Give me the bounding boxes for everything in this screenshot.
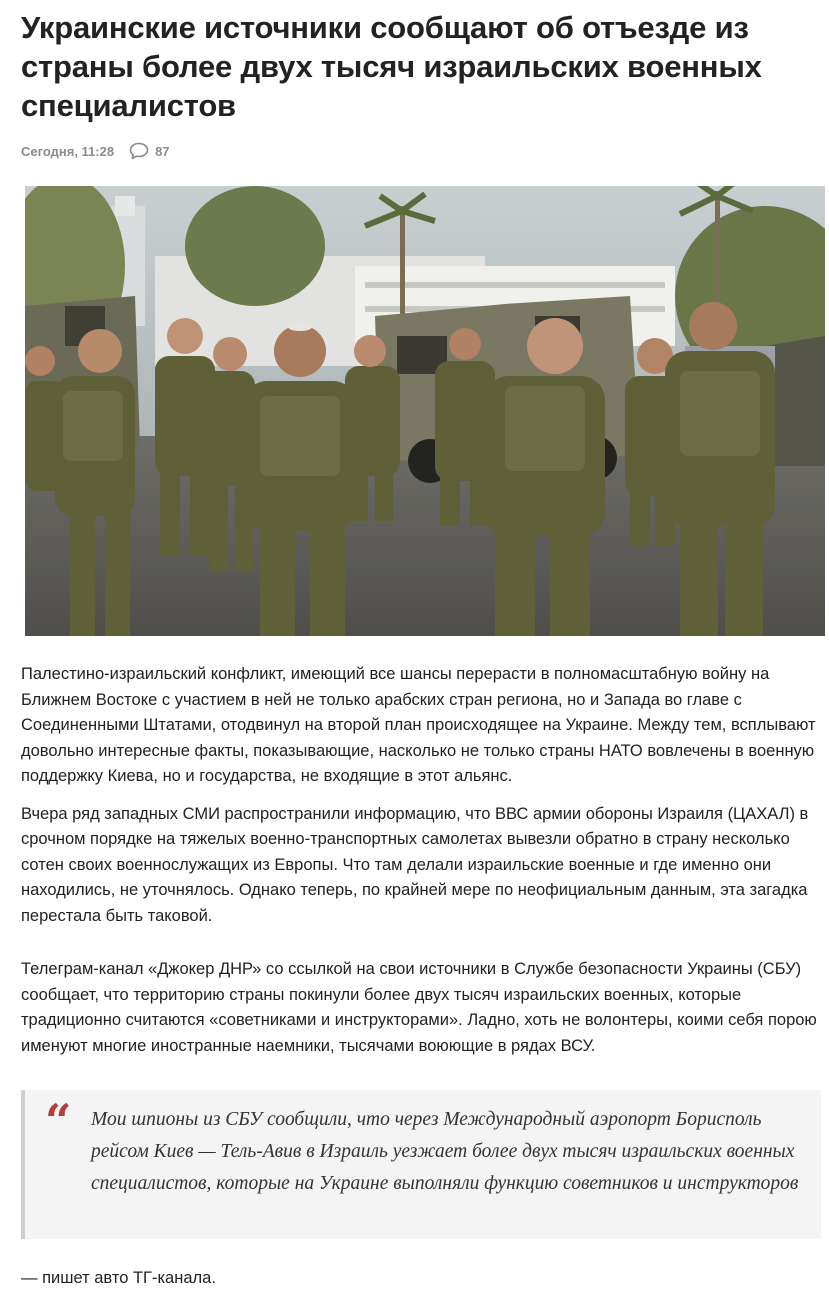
quote-attribution: — пишет авто ТГ-канала. [21,1269,216,1287]
speech-bubble-icon [129,142,149,160]
article-title: Украинские источники сообщают об отъезде из страны более двух тысяч израильских военных специалистов [21,10,762,123]
quote-mark-icon: “ [45,1094,72,1148]
publish-date: Сегодня, 11:28 [21,143,115,159]
article-body [21,662,821,1071]
blockquote [21,1090,821,1239]
quote-text: Мои шпионы из СБУ сообщили, что через Международный аэропорт Борисполь рейсом Киев — Тель-Авив в Израиль уезжает более двух тысяч израильских военных специалистов, которые на Украине выполняли функцию советников и инструкторов [91,1109,799,1194]
article-photo [25,186,825,636]
paragraph: Вчера ряд западных СМИ распространили информацию, что ВВС армии обороны Израиля (ЦАХАЛ) в срочном порядке на тяжелых военно-транспортных самолетах вывезли обратно в страну несколько сотен своих военнослужащих из Европы. Что там делали израильские военные и где именно они находились, не уточнялось. Однако теперь, по крайней мере по неофициальным данным, эта загадка перестала быть таковой. [21,804,809,925]
comment-count: 87 [155,143,170,159]
paragraph: Палестино-израильский конфликт, имеющий все шансы перерасти в полномасштабную войну на Ближнем Востоке с участием в ней не только арабских стран региона, но и Запада во главе с Соединенными Штатами, отодвинул на второй план происходящее на Украине. Между тем, всплывают довольно интересные факты, показывающие, насколько не только страны НАТО вовлечены в военную поддержку Киева, но и государства, не входящие в этот альянс. [21,665,816,785]
article-meta [21,139,821,163]
soldiers-photo-illustration [25,186,825,636]
paragraph: Телеграм-канал «Джокер ДНР» со ссылкой на свои источники в Службе безопасности Украины (СБУ) сообщает, что территорию страны покинули более двух тысяч израильских военных, которые традиционно считаются «советниками и инструкторами». Ладно, хоть не волонтеры, коими себя порою именуют многие иностранные наемники, тысячами воюющие в рядах ВСУ. [21,960,817,1055]
comments-link[interactable] [129,142,169,160]
article [21,0,821,1287]
